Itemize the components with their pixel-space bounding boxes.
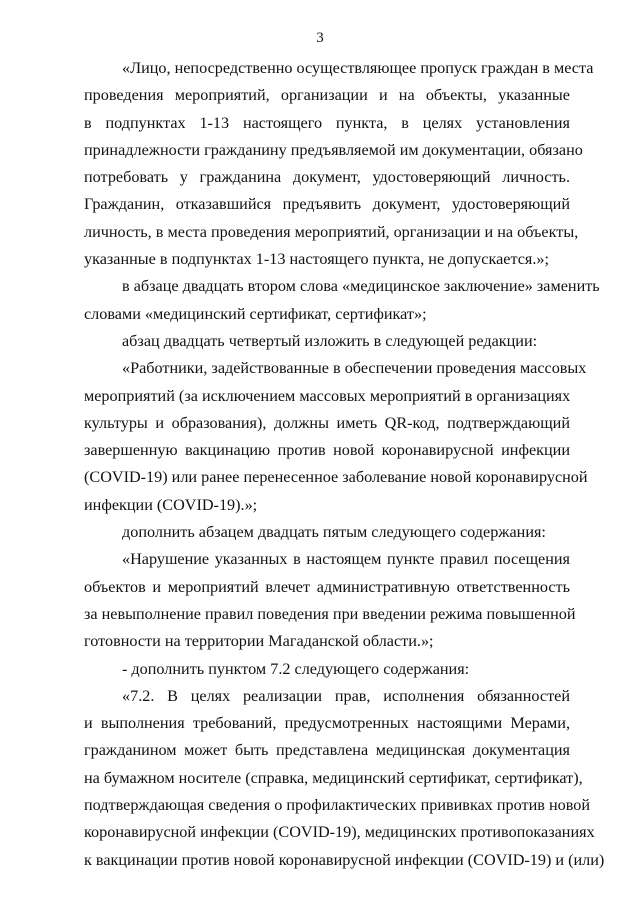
paragraph bbox=[84, 55, 594, 273]
text-line: за невыполнение правил поведения при введении режима повышенной bbox=[84, 604, 576, 623]
text-line: «Лицо, непосредственно осуществляющее пропуск граждан в места bbox=[122, 59, 594, 77]
text-line: готовности на территории Магаданской области.»; bbox=[84, 632, 434, 651]
text-line: к вакцинации против новой коронавирусной инфекции (COVID-19) и (или) bbox=[84, 850, 605, 869]
text-line: гражданином может быть представлена медицинская документация bbox=[84, 741, 570, 760]
paragraph bbox=[84, 683, 605, 874]
page-number: 3 bbox=[316, 30, 324, 46]
text-line: «Работники, задействованные в обеспечении проведения массовых bbox=[122, 359, 587, 378]
text-line: инфекции (COVID-19).»; bbox=[84, 495, 258, 514]
text-line: и выполнения требований, предусмотренных настоящими Мерами, bbox=[84, 714, 570, 733]
text-line: культуры и образования), должны иметь QR-код, подтверждающий bbox=[84, 413, 570, 432]
text-line: подтверждающая сведения о профилактических прививках против новой bbox=[84, 796, 591, 815]
paragraph bbox=[84, 519, 570, 546]
text-line: абзац двадцать четвертый изложить в следующей редакции: bbox=[122, 331, 538, 350]
text-line: в абзаце двадцать втором слова «медицинское заключение» заменить bbox=[122, 277, 600, 296]
text-line: завершенную вакцинацию против новой коронавирусной инфекции bbox=[84, 441, 570, 460]
text-line: коронавирусной инфекции (COVID-19), медицинских противопоказаниях bbox=[84, 823, 595, 842]
text-line: словами «медицинский сертификат, сертификат»; bbox=[84, 304, 427, 323]
paragraph bbox=[84, 355, 588, 519]
text-line: «Нарушение указанных в настоящем пункте правил посещения bbox=[122, 550, 570, 569]
text-line: объектов и мероприятий влечет административную ответственность bbox=[84, 577, 570, 596]
text-line: - дополнить пунктом 7.2 следующего содержания: bbox=[122, 659, 470, 678]
text-line: «7.2. В целях реализации прав, исполнения обязанностей bbox=[122, 686, 570, 705]
text-line: принадлежности гражданину предъявляемой им документации, обязано bbox=[84, 140, 583, 159]
paragraph bbox=[84, 273, 600, 328]
paragraph bbox=[84, 546, 576, 655]
text-line: проведения мероприятий, организации и на объекты, указанные bbox=[84, 86, 570, 105]
text-line: личность, в места проведения мероприятий, организации и на объекты, bbox=[84, 222, 579, 241]
text-line: на бумажном носителе (справка, медицинский сертификат, сертификат), bbox=[84, 768, 583, 787]
text-line: (COVID-19) или ранее перенесенное заболевание новой коронавирусной bbox=[84, 468, 588, 487]
text-line: указанные в подпунктах 1-13 настоящего пункта, не допускается.»; bbox=[84, 250, 549, 269]
text-line: в подпунктах 1-13 настоящего пункта, в целях установления bbox=[84, 113, 570, 132]
text-line: потребовать у гражданина документ, удостоверяющий личность. bbox=[84, 168, 570, 187]
document-body bbox=[84, 55, 605, 874]
text-line: Гражданин, отказавшийся предъявить документ, удостоверяющий bbox=[84, 195, 570, 214]
text-line: дополнить абзацем двадцать пятым следующего содержания: bbox=[122, 523, 546, 542]
paragraph bbox=[84, 328, 570, 355]
text-line: мероприятий (за исключением массовых мероприятий в организациях bbox=[84, 386, 571, 405]
paragraph bbox=[84, 656, 570, 683]
